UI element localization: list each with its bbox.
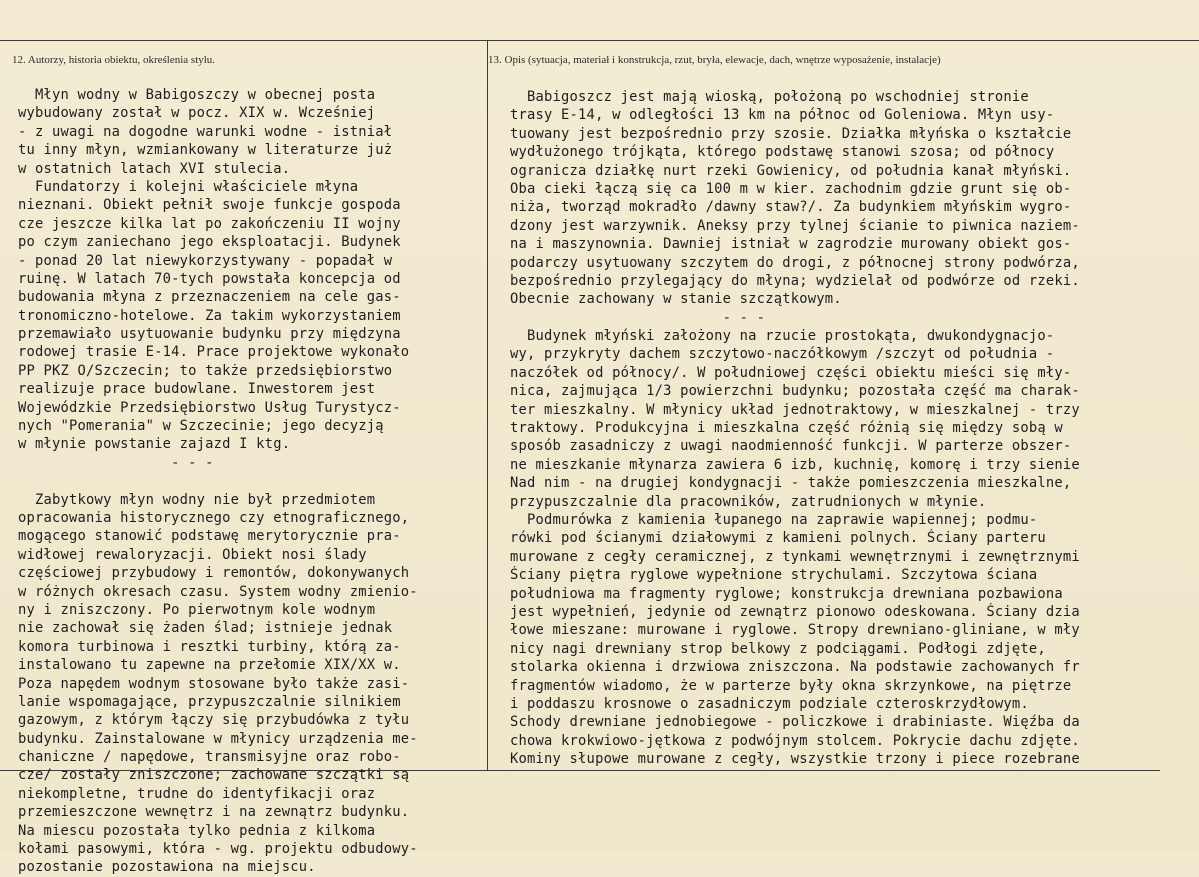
text-line: nieznani. Obiekt pełnił swoje funkcje gospoda (18, 197, 401, 214)
text-line: traktowy. Produkcyjna i mieszkalna część różnią się między sobą w (510, 420, 1063, 437)
text-line: przypuszczalnie dla pracowników, zatrudnionych w młynie. (510, 493, 987, 510)
text-line: nicy nagi drewniany strop belkowy z podciągami. Podłogi zdjęte, (510, 640, 1046, 657)
text-line: lanie wspomagające, przypuszczalnie silnikiem (18, 693, 401, 710)
text-line: mogącego stanowić podstawę merytorycznie pra- (18, 528, 401, 545)
text-line: ny i zniszczony. Po pierwotnym kole wodnym (18, 601, 376, 618)
right-column-text (510, 88, 1195, 768)
text-line: ter mieszkalny. W młynicy układ jednotraktowy, w mieszkalnej - trzy (510, 401, 1080, 418)
text-line: murowane z cegły ceramicznej, z tynkami wewnętrznymi i zewnętrznymi (510, 548, 1080, 565)
text-line: realizuje prace budowlane. Inwestorem jest (18, 381, 376, 398)
text-line (18, 472, 486, 490)
text-line: przemieszczone wewnętrz i na zewnątrz budynku. (18, 804, 410, 821)
text-line: tronomiczno-hotelowe. Za takim wykorzystaniem (18, 307, 401, 324)
text-line: ne mieszkanie młynarza zawiera 6 izb, kuchnię, komorę i trzy sienie (510, 456, 1080, 473)
text-line: Ściany piętra ryglowe wypełnione strychulami. Szczytowa ściana (510, 567, 1038, 584)
text-line: nie zachował się żaden ślad; istnieje jednak (18, 620, 393, 637)
text-line: - ponad 20 lat niewykorzystywany - popadał w (18, 252, 393, 269)
text-line: wydłużonego trójkąta, którego podstawę stanowi szosa; od północy (510, 144, 1055, 161)
text-line: Schody drewniane jednobiegowe - policzkowe i drabiniaste. Więźba da (510, 714, 1080, 731)
top-rule (0, 40, 1199, 41)
text-line: opracowania historycznego czy etnograficznego, (18, 509, 410, 526)
text-line: trasy E-14, w odległości 13 km na północ od Goleniowa. Młyn usy- (510, 107, 1055, 124)
text-line: w różnych okresach czasu. System wodny zmienio- (18, 583, 418, 600)
text-line: fragmentów wiadomo, że w parterze były okna skrzynkowe, na piętrze (510, 677, 1072, 694)
text-line: Babigoszcz jest mają wioską, położoną po wschodniej stronie (510, 89, 1029, 105)
text-line: Oba cieki łączą się ca 100 m w kier. zachodnim gdzie grunt się ob- (510, 180, 1072, 197)
left-column-text (18, 86, 486, 877)
text-line: chaniczne / napędowe, transmisyjne oraz robo- (18, 749, 401, 766)
text-line: przemawiało usytuowanie budynku przy międzyna (18, 326, 401, 343)
text-line: wy, przykryty dachem szczytowo-naczółkowym /szczyt od południa - (510, 346, 1055, 363)
text-line: Młyn wodny w Babigoszczy w obecnej posta (18, 87, 376, 103)
text-line: - z uwagi na dogodne warunki wodne - istniał (18, 123, 393, 140)
text-line: jest wypełnień, jedynie od zewnątrz pionowo odeskowana. Ściany dzia (510, 603, 1080, 620)
text-line: Kominy słupowe murowane z cegły, wszystkie trzony i piece rozebrane (510, 751, 1080, 768)
text-line: instalowano tu zapewne na przełomie XIX/XX w. (18, 657, 401, 674)
text-line: łowe mieszane: murowane i ryglowe. Stropy drewniano-gliniane, w mły (510, 622, 1080, 639)
text-line: Nad nim - na drugiej kondygnacji - także pomieszczenia mieszkalne, (510, 475, 1072, 492)
text-line: widłowej rewaloryzacji. Obiekt nosi ślady (18, 546, 367, 563)
text-line: cze jeszcze kilka lat po zakończeniu II wojny (18, 215, 401, 232)
text-line: ogranicza działkę nurt rzeki Gowienicy, od południa kanał młyński. (510, 162, 1072, 179)
text-line: po czym zaniechano jego eksploatacji. Budynek (18, 234, 401, 251)
text-line: bezpośrednio przylegający do młyna; wydzielał od podwórze od rzeki. (510, 272, 1080, 289)
text-line: niża, tworząd mokradło /dawny staw?/. Za budynkiem młyńskim wygro- (510, 199, 1072, 216)
text-line: na i maszynownia. Dawniej istniał w zagrodzie murowany obiekt gos- (510, 236, 1072, 253)
text-line: tuowany jest bezpośrednio przy szosie. Działka młyńska o kształcie (510, 125, 1072, 142)
text-line: - - - (18, 454, 214, 471)
text-line: rodowej trasie E-14. Prace projektowe wykonało (18, 344, 410, 361)
text-line: nica, zajmująca 1/3 powierzchni budynku; pozostała część ma charak- (510, 383, 1080, 400)
text-line: chowa krokwiowo-jętkowa z podwójnym stolcem. Pokrycie dachu zdjęte. (510, 732, 1080, 749)
text-line: Poza napędem wodnym stosowane było także zasi- (18, 675, 410, 692)
text-line: w młynie powstanie zajazd I ktg. (18, 436, 291, 453)
text-line: Obecnie zachowany w stanie szczątkowym. (510, 291, 842, 308)
text-line: rówki pod ścianymi działowymi z kamieni polnych. Ściany parteru (510, 530, 1046, 547)
section-12-header: 12. Autorzy, historia obiektu, określenia stylu. (12, 54, 216, 66)
section-13-header: 13. Opis (sytuacja, materiał i konstrukcja, rzut, bryła, elewacje, dach, wnętrze wyposażenie, instalacje) (488, 54, 941, 66)
text-line: nych "Pomerania" w Szczecinie; jego decyzją (18, 418, 384, 435)
text-line: Fundatorzy i kolejni właściciele młyna (18, 178, 359, 195)
text-line: Na miescu pozostała tylko pednia z kilkoma (18, 822, 376, 839)
text-line: Zabytkowy młyn wodny nie był przedmiotem (18, 491, 376, 508)
text-line: budynku. Zainstalowane w młynicy urządzenia me- (18, 730, 418, 747)
text-line: pozostanie pozostawiona na miejscu. (18, 859, 316, 876)
column-divider (487, 40, 488, 770)
text-line: kołami pasowymi, która - wg. projektu odbudowy- (18, 841, 418, 858)
text-line: w ostatnich latach XVI stulecia. (18, 160, 291, 177)
text-line: tu inny młyn, wzmiankowany w literaturze już (18, 142, 393, 159)
text-line: dzony jest warzywnik. Aneksy przy tylnej ścianie to piwnica naziem- (510, 217, 1080, 234)
text-line: sposób zasadniczy z uwagi naodmienność funkcji. W parterze obszer- (510, 438, 1072, 455)
text-line: wybudowany został w pocz. XIX w. Wcześniej (18, 105, 376, 122)
text-line: Podmurówka z kamienia łupanego na zaprawie wapiennej; podmu- (510, 511, 1038, 528)
text-line: niekompletne, trudne do identyfikacji oraz (18, 785, 376, 802)
text-line: Budynek młyński założony na rzucie prostokąta, dwukondygnacjo- (510, 328, 1055, 345)
text-line: Wojewódzkie Przedsiębiorstwo Usług Turystycz- (18, 399, 401, 416)
text-line: komora turbinowa i resztki turbiny, którą za- (18, 638, 401, 655)
text-line: podarczy usytuowany szczytem do drogi, z północnej strony podwórza, (510, 254, 1080, 271)
text-line: - - - (510, 309, 766, 326)
text-line: gazowym, z którym łączy się przybudówka z tyłu (18, 712, 410, 729)
text-line: budowania młyna z przeznaczeniem na cele gas- (18, 289, 401, 306)
text-line: cze/ zostały zniszczone; zachowane szczątki są (18, 767, 410, 784)
text-line: stolarka okienna i drzwiowa zniszczona. Na podstawie zachowanych fr (510, 659, 1080, 676)
text-line: PP PKZ O/Szczecin; to także przedsiębiorstwo (18, 362, 393, 379)
text-line: ruinę. W latach 70-tych powstała koncepcja od (18, 270, 401, 287)
text-line: południowa ma fragmenty ryglowe; konstrukcja drewniana pozbawiona (510, 585, 1063, 602)
text-line: naczółek od północy/. W południowej części obiektu mieści się mły- (510, 364, 1072, 381)
text-line: częściowej przybudowy i remontów, dokonywanych (18, 565, 410, 582)
text-line: i poddaszu krosnowe o zasadniczym podziale czteroskrzydłowym. (510, 695, 1029, 712)
